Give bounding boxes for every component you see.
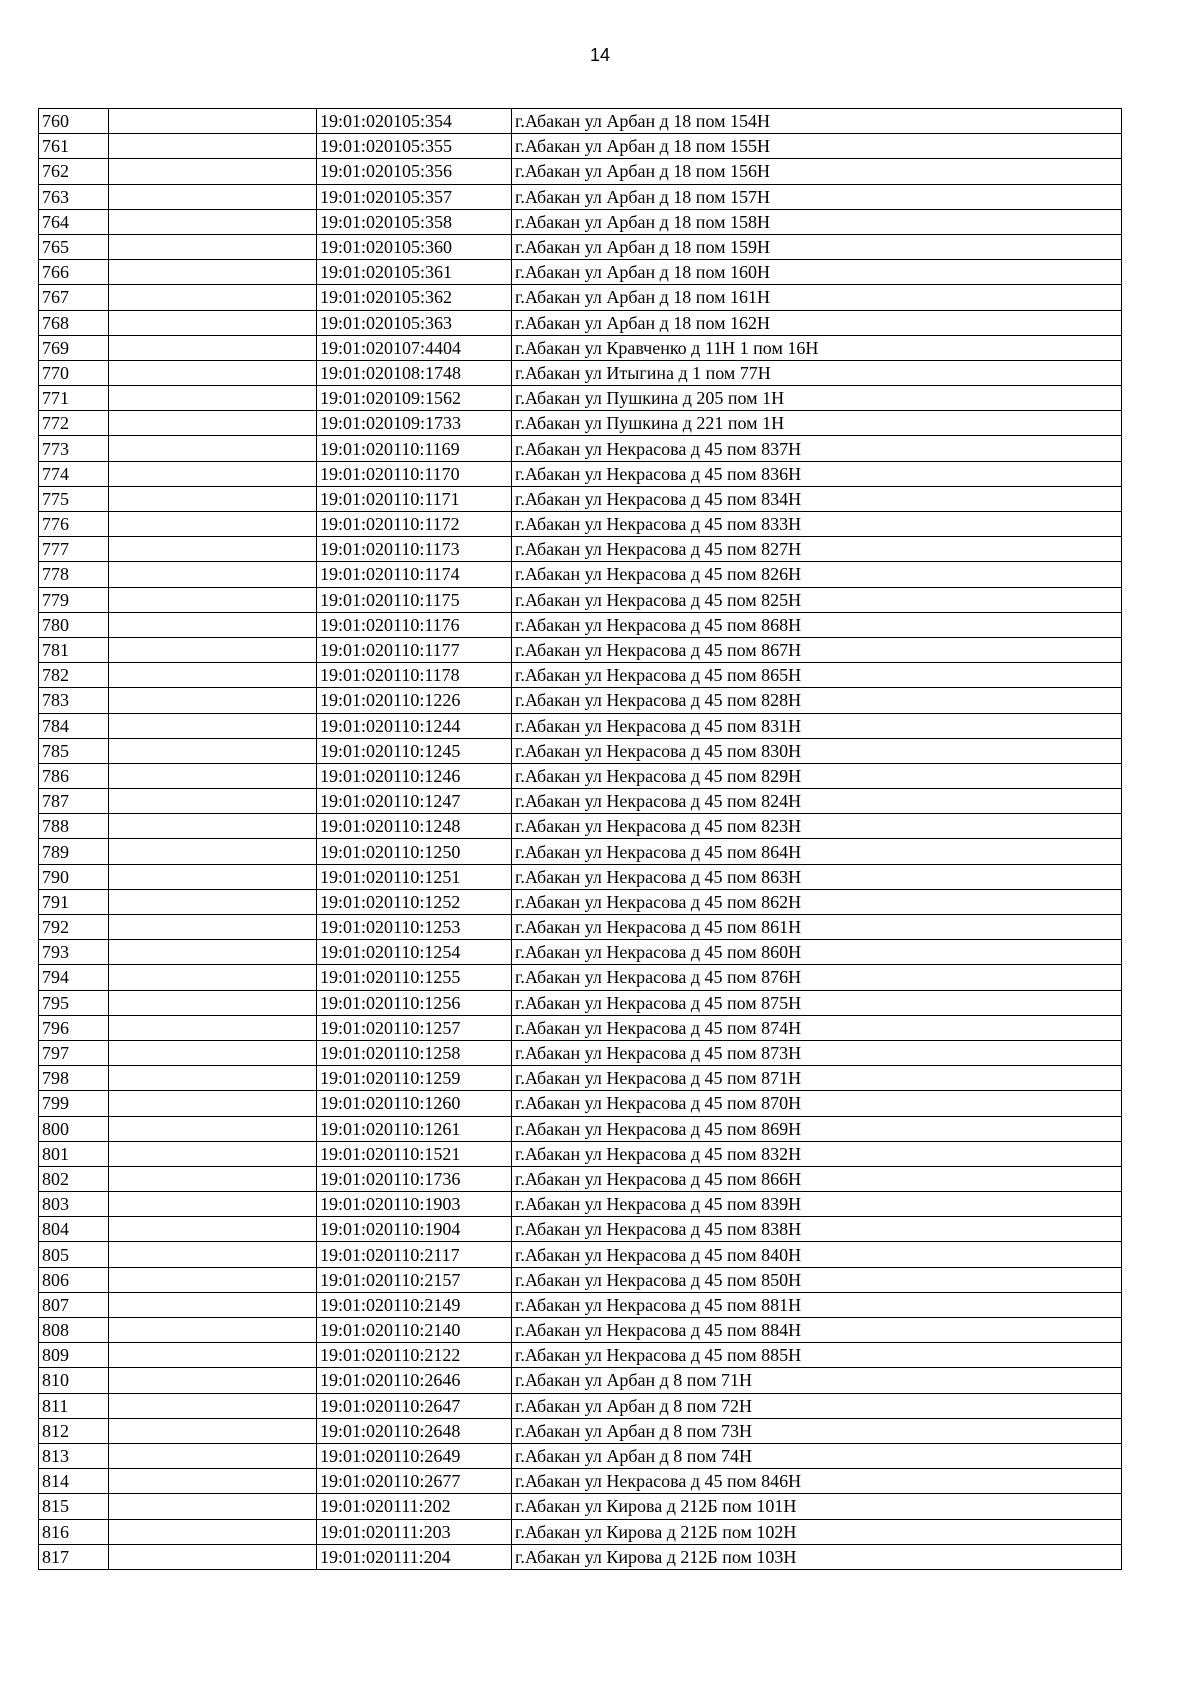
row-number-cell: 798 <box>39 1066 109 1091</box>
address-cell: г.Абакан ул Некрасова д 45 пом 881Н <box>512 1292 1122 1317</box>
blank-cell <box>109 688 317 713</box>
cadastral-number-cell: 19:01:020110:1226 <box>317 688 512 713</box>
row-number-cell: 815 <box>39 1494 109 1519</box>
blank-cell <box>109 1469 317 1494</box>
table-row <box>39 109 1122 134</box>
cadastral-number-cell: 19:01:020105:362 <box>317 285 512 310</box>
cadastral-number-cell: 19:01:020110:1261 <box>317 1116 512 1141</box>
address-cell: г.Абакан ул Арбан д 18 пом 157Н <box>512 184 1122 209</box>
address-cell: г.Абакан ул Арбан д 18 пом 162Н <box>512 310 1122 335</box>
address-cell: г.Абакан ул Некрасова д 45 пом 866Н <box>512 1166 1122 1191</box>
table-row <box>39 285 1122 310</box>
blank-cell <box>109 461 317 486</box>
address-cell: г.Абакан ул Некрасова д 45 пом 827Н <box>512 537 1122 562</box>
blank-cell <box>109 562 317 587</box>
cadastral-number-cell: 19:01:020110:1176 <box>317 612 512 637</box>
blank-cell <box>109 285 317 310</box>
cadastral-number-cell: 19:01:020110:1171 <box>317 486 512 511</box>
table-row <box>39 1544 1122 1569</box>
row-number-cell: 817 <box>39 1544 109 1569</box>
property-registry-table <box>38 108 1122 1570</box>
cadastral-number-cell: 19:01:020110:1244 <box>317 713 512 738</box>
row-number-cell: 780 <box>39 612 109 637</box>
row-number-cell: 802 <box>39 1166 109 1191</box>
address-cell: г.Абакан ул Арбан д 8 пом 73Н <box>512 1418 1122 1443</box>
address-cell: г.Абакан ул Некрасова д 45 пом 865Н <box>512 663 1122 688</box>
table-row <box>39 310 1122 335</box>
blank-cell <box>109 637 317 662</box>
address-cell: г.Абакан ул Некрасова д 45 пом 830Н <box>512 738 1122 763</box>
row-number-cell: 811 <box>39 1393 109 1418</box>
blank-cell <box>109 486 317 511</box>
address-cell: г.Абакан ул Арбан д 18 пом 158Н <box>512 209 1122 234</box>
table-row <box>39 335 1122 360</box>
blank-cell <box>109 335 317 360</box>
blank-cell <box>109 1091 317 1116</box>
cadastral-number-cell: 19:01:020111:203 <box>317 1519 512 1544</box>
blank-cell <box>109 965 317 990</box>
address-cell: г.Абакан ул Некрасова д 45 пом 840Н <box>512 1242 1122 1267</box>
blank-cell <box>109 1267 317 1292</box>
blank-cell <box>109 436 317 461</box>
row-number-cell: 781 <box>39 637 109 662</box>
cadastral-number-cell: 19:01:020105:354 <box>317 109 512 134</box>
cadastral-number-cell: 19:01:020110:2140 <box>317 1318 512 1343</box>
address-cell: г.Абакан ул Некрасова д 45 пом 871Н <box>512 1066 1122 1091</box>
blank-cell <box>109 738 317 763</box>
row-number-cell: 765 <box>39 234 109 259</box>
blank-cell <box>109 1418 317 1443</box>
address-cell: г.Абакан ул Некрасова д 45 пом 826Н <box>512 562 1122 587</box>
address-cell: г.Абакан ул Некрасова д 45 пом 885Н <box>512 1343 1122 1368</box>
blank-cell <box>109 1192 317 1217</box>
address-cell: г.Абакан ул Некрасова д 45 пом 824Н <box>512 789 1122 814</box>
row-number-cell: 795 <box>39 990 109 1015</box>
row-number-cell: 797 <box>39 1040 109 1065</box>
table-row <box>39 1443 1122 1468</box>
address-cell: г.Абакан ул Некрасова д 45 пом 869Н <box>512 1116 1122 1141</box>
address-cell: г.Абакан ул Некрасова д 45 пом 868Н <box>512 612 1122 637</box>
blank-cell <box>109 1544 317 1569</box>
address-cell: г.Абакан ул Некрасова д 45 пом 832Н <box>512 1141 1122 1166</box>
table-row <box>39 1343 1122 1368</box>
blank-cell <box>109 1343 317 1368</box>
row-number-cell: 764 <box>39 209 109 234</box>
table-row <box>39 537 1122 562</box>
table-row <box>39 965 1122 990</box>
table-row <box>39 461 1122 486</box>
blank-cell <box>109 411 317 436</box>
row-number-cell: 783 <box>39 688 109 713</box>
table-row <box>39 1066 1122 1091</box>
row-number-cell: 812 <box>39 1418 109 1443</box>
row-number-cell: 767 <box>39 285 109 310</box>
row-number-cell: 790 <box>39 864 109 889</box>
blank-cell <box>109 1116 317 1141</box>
blank-cell <box>109 109 317 134</box>
row-number-cell: 776 <box>39 512 109 537</box>
row-number-cell: 770 <box>39 360 109 385</box>
table-row <box>39 486 1122 511</box>
blank-cell <box>109 159 317 184</box>
blank-cell <box>109 234 317 259</box>
address-cell: г.Абакан ул Арбан д 8 пом 71Н <box>512 1368 1122 1393</box>
table-row <box>39 814 1122 839</box>
blank-cell <box>109 1217 317 1242</box>
row-number-cell: 762 <box>39 159 109 184</box>
row-number-cell: 769 <box>39 335 109 360</box>
row-number-cell: 774 <box>39 461 109 486</box>
cadastral-number-cell: 19:01:020110:1736 <box>317 1166 512 1191</box>
row-number-cell: 763 <box>39 184 109 209</box>
table-row <box>39 889 1122 914</box>
table-row <box>39 234 1122 259</box>
row-number-cell: 794 <box>39 965 109 990</box>
row-number-cell: 810 <box>39 1368 109 1393</box>
table-row <box>39 763 1122 788</box>
table-row <box>39 1116 1122 1141</box>
row-number-cell: 785 <box>39 738 109 763</box>
cadastral-number-cell: 19:01:020105:356 <box>317 159 512 184</box>
blank-cell <box>109 1141 317 1166</box>
table-row <box>39 1418 1122 1443</box>
blank-cell <box>109 184 317 209</box>
row-number-cell: 805 <box>39 1242 109 1267</box>
table-row <box>39 713 1122 738</box>
address-cell: г.Абакан ул Арбан д 18 пом 161Н <box>512 285 1122 310</box>
address-cell: г.Абакан ул Арбан д 8 пом 72Н <box>512 1393 1122 1418</box>
table-row <box>39 411 1122 436</box>
address-cell: г.Абакан ул Некрасова д 45 пом 833Н <box>512 512 1122 537</box>
cadastral-number-cell: 19:01:020110:1170 <box>317 461 512 486</box>
row-number-cell: 777 <box>39 537 109 562</box>
cadastral-number-cell: 19:01:020110:1169 <box>317 436 512 461</box>
row-number-cell: 808 <box>39 1318 109 1343</box>
row-number-cell: 789 <box>39 839 109 864</box>
blank-cell <box>109 1393 317 1418</box>
row-number-cell: 800 <box>39 1116 109 1141</box>
cadastral-number-cell: 19:01:020110:1173 <box>317 537 512 562</box>
address-cell: г.Абакан ул Некрасова д 45 пом 828Н <box>512 688 1122 713</box>
blank-cell <box>109 512 317 537</box>
address-cell: г.Абакан ул Некрасова д 45 пом 884Н <box>512 1318 1122 1343</box>
address-cell: г.Абакан ул Некрасова д 45 пом 870Н <box>512 1091 1122 1116</box>
cadastral-number-cell: 19:01:020105:355 <box>317 134 512 159</box>
blank-cell <box>109 1242 317 1267</box>
table-row <box>39 864 1122 889</box>
blank-cell <box>109 1494 317 1519</box>
row-number-cell: 816 <box>39 1519 109 1544</box>
row-number-cell: 804 <box>39 1217 109 1242</box>
row-number-cell: 814 <box>39 1469 109 1494</box>
row-number-cell: 760 <box>39 109 109 134</box>
table-row <box>39 587 1122 612</box>
table-row <box>39 663 1122 688</box>
address-cell: г.Абакан ул Некрасова д 45 пом 836Н <box>512 461 1122 486</box>
table-row <box>39 1318 1122 1343</box>
table-row <box>39 184 1122 209</box>
address-cell: г.Абакан ул Некрасова д 45 пом 846Н <box>512 1469 1122 1494</box>
row-number-cell: 801 <box>39 1141 109 1166</box>
address-cell: г.Абакан ул Некрасова д 45 пом 829Н <box>512 763 1122 788</box>
address-cell: г.Абакан ул Арбан д 18 пом 155Н <box>512 134 1122 159</box>
table-row <box>39 1368 1122 1393</box>
cadastral-number-cell: 19:01:020110:2677 <box>317 1469 512 1494</box>
blank-cell <box>109 1443 317 1468</box>
table-row <box>39 1141 1122 1166</box>
table-row <box>39 1242 1122 1267</box>
address-cell: г.Абакан ул Арбан д 18 пом 159Н <box>512 234 1122 259</box>
blank-cell <box>109 889 317 914</box>
cadastral-number-cell: 19:01:020108:1748 <box>317 360 512 385</box>
table-row <box>39 1166 1122 1191</box>
table-row <box>39 1494 1122 1519</box>
address-cell: г.Абакан ул Некрасова д 45 пом 825Н <box>512 587 1122 612</box>
cadastral-number-cell: 19:01:020110:1256 <box>317 990 512 1015</box>
cadastral-number-cell: 19:01:020110:1251 <box>317 864 512 889</box>
row-number-cell: 809 <box>39 1343 109 1368</box>
table-row <box>39 1091 1122 1116</box>
address-cell: г.Абакан ул Некрасова д 45 пом 834Н <box>512 486 1122 511</box>
cadastral-number-cell: 19:01:020110:1250 <box>317 839 512 864</box>
blank-cell <box>109 386 317 411</box>
address-cell: г.Абакан ул Некрасова д 45 пом 863Н <box>512 864 1122 889</box>
blank-cell <box>109 713 317 738</box>
cadastral-number-cell: 19:01:020110:1260 <box>317 1091 512 1116</box>
address-cell: г.Абакан ул Некрасова д 45 пом 876Н <box>512 965 1122 990</box>
address-cell: г.Абакан ул Некрасова д 45 пом 862Н <box>512 889 1122 914</box>
blank-cell <box>109 612 317 637</box>
address-cell: г.Абакан ул Некрасова д 45 пом 874Н <box>512 1015 1122 1040</box>
table-row <box>39 1192 1122 1217</box>
row-number-cell: 768 <box>39 310 109 335</box>
row-number-cell: 782 <box>39 663 109 688</box>
cadastral-number-cell: 19:01:020109:1562 <box>317 386 512 411</box>
cadastral-number-cell: 19:01:020110:1257 <box>317 1015 512 1040</box>
row-number-cell: 779 <box>39 587 109 612</box>
row-number-cell: 778 <box>39 562 109 587</box>
cadastral-number-cell: 19:01:020110:1255 <box>317 965 512 990</box>
blank-cell <box>109 864 317 889</box>
table-row <box>39 789 1122 814</box>
row-number-cell: 772 <box>39 411 109 436</box>
address-cell: г.Абакан ул Некрасова д 45 пом 864Н <box>512 839 1122 864</box>
address-cell: г.Абакан ул Некрасова д 45 пом 838Н <box>512 1217 1122 1242</box>
cadastral-number-cell: 19:01:020110:1177 <box>317 637 512 662</box>
cadastral-number-cell: 19:01:020110:1258 <box>317 1040 512 1065</box>
table-row <box>39 209 1122 234</box>
page-number: 14 <box>589 45 611 65</box>
table-row <box>39 990 1122 1015</box>
address-cell: г.Абакан ул Некрасова д 45 пом 875Н <box>512 990 1122 1015</box>
row-number-cell: 771 <box>39 386 109 411</box>
cadastral-number-cell: 19:01:020105:360 <box>317 234 512 259</box>
address-cell: г.Абакан ул Некрасова д 45 пом 823Н <box>512 814 1122 839</box>
address-cell: г.Абакан ул Арбан д 18 пом 154Н <box>512 109 1122 134</box>
registry-body <box>39 109 1122 1570</box>
cadastral-number-cell: 19:01:020110:1172 <box>317 512 512 537</box>
table-row <box>39 260 1122 285</box>
row-number-cell: 813 <box>39 1443 109 1468</box>
address-cell: г.Абакан ул Пушкина д 221 пом 1Н <box>512 411 1122 436</box>
row-number-cell: 807 <box>39 1292 109 1317</box>
blank-cell <box>109 260 317 285</box>
blank-cell <box>109 789 317 814</box>
cadastral-number-cell: 19:01:020110:2117 <box>317 1242 512 1267</box>
table-row <box>39 1015 1122 1040</box>
cadastral-number-cell: 19:01:020105:358 <box>317 209 512 234</box>
address-cell: г.Абакан ул Итыгина д 1 пом 77Н <box>512 360 1122 385</box>
table-row <box>39 839 1122 864</box>
row-number-cell: 784 <box>39 713 109 738</box>
table-row <box>39 512 1122 537</box>
table-row <box>39 1267 1122 1292</box>
blank-cell <box>109 814 317 839</box>
blank-cell <box>109 763 317 788</box>
blank-cell <box>109 1066 317 1091</box>
blank-cell <box>109 537 317 562</box>
blank-cell <box>109 1519 317 1544</box>
address-cell: г.Абакан ул Кирова д 212Б пом 103Н <box>512 1544 1122 1569</box>
address-cell: г.Абакан ул Некрасова д 45 пом 839Н <box>512 1192 1122 1217</box>
blank-cell <box>109 360 317 385</box>
blank-cell <box>109 915 317 940</box>
cadastral-number-cell: 19:01:020109:1733 <box>317 411 512 436</box>
table-row <box>39 738 1122 763</box>
row-number-cell: 803 <box>39 1192 109 1217</box>
blank-cell <box>109 839 317 864</box>
cadastral-number-cell: 19:01:020107:4404 <box>317 335 512 360</box>
row-number-cell: 791 <box>39 889 109 914</box>
address-cell: г.Абакан ул Пушкина д 205 пом 1Н <box>512 386 1122 411</box>
cadastral-number-cell: 19:01:020110:1254 <box>317 940 512 965</box>
cadastral-number-cell: 19:01:020110:1245 <box>317 738 512 763</box>
address-cell: г.Абакан ул Некрасова д 45 пом 837Н <box>512 436 1122 461</box>
address-cell: г.Абакан ул Некрасова д 45 пом 873Н <box>512 1040 1122 1065</box>
blank-cell <box>109 1292 317 1317</box>
row-number-cell: 796 <box>39 1015 109 1040</box>
address-cell: г.Абакан ул Некрасова д 45 пом 850Н <box>512 1267 1122 1292</box>
blank-cell <box>109 209 317 234</box>
cadastral-number-cell: 19:01:020110:1246 <box>317 763 512 788</box>
cadastral-number-cell: 19:01:020110:1248 <box>317 814 512 839</box>
table-row <box>39 436 1122 461</box>
blank-cell <box>109 940 317 965</box>
blank-cell <box>109 134 317 159</box>
blank-cell <box>109 1040 317 1065</box>
row-number-cell: 787 <box>39 789 109 814</box>
address-cell: г.Абакан ул Кирова д 212Б пом 101Н <box>512 1494 1122 1519</box>
address-cell: г.Абакан ул Арбан д 18 пом 156Н <box>512 159 1122 184</box>
cadastral-number-cell: 19:01:020111:204 <box>317 1544 512 1569</box>
cadastral-number-cell: 19:01:020110:1247 <box>317 789 512 814</box>
cadastral-number-cell: 19:01:020110:1252 <box>317 889 512 914</box>
address-cell: г.Абакан ул Некрасова д 45 пом 867Н <box>512 637 1122 662</box>
table-row <box>39 915 1122 940</box>
blank-cell <box>109 1166 317 1191</box>
cadastral-number-cell: 19:01:020110:2149 <box>317 1292 512 1317</box>
blank-cell <box>109 1015 317 1040</box>
row-number-cell: 786 <box>39 763 109 788</box>
blank-cell <box>109 1368 317 1393</box>
table-row <box>39 1469 1122 1494</box>
table-row <box>39 1519 1122 1544</box>
cadastral-number-cell: 19:01:020110:2646 <box>317 1368 512 1393</box>
table-row <box>39 1217 1122 1242</box>
cadastral-number-cell: 19:01:020110:1178 <box>317 663 512 688</box>
cadastral-number-cell: 19:01:020105:357 <box>317 184 512 209</box>
table-row <box>39 1292 1122 1317</box>
cadastral-number-cell: 19:01:020110:1253 <box>317 915 512 940</box>
address-cell: г.Абакан ул Некрасова д 45 пом 831Н <box>512 713 1122 738</box>
blank-cell <box>109 310 317 335</box>
cadastral-number-cell: 19:01:020110:1175 <box>317 587 512 612</box>
row-number-cell: 793 <box>39 940 109 965</box>
address-cell: г.Абакан ул Некрасова д 45 пом 860Н <box>512 940 1122 965</box>
table-row <box>39 386 1122 411</box>
address-cell: г.Абакан ул Кравченко д 11Н 1 пом 16Н <box>512 335 1122 360</box>
address-cell: г.Абакан ул Арбан д 18 пом 160Н <box>512 260 1122 285</box>
table-row <box>39 134 1122 159</box>
blank-cell <box>109 663 317 688</box>
row-number-cell: 799 <box>39 1091 109 1116</box>
cadastral-number-cell: 19:01:020105:363 <box>317 310 512 335</box>
cadastral-number-cell: 19:01:020110:2122 <box>317 1343 512 1368</box>
cadastral-number-cell: 19:01:020110:1521 <box>317 1141 512 1166</box>
table-row <box>39 562 1122 587</box>
cadastral-number-cell: 19:01:020110:1904 <box>317 1217 512 1242</box>
row-number-cell: 775 <box>39 486 109 511</box>
cadastral-number-cell: 19:01:020110:2648 <box>317 1418 512 1443</box>
table-row <box>39 940 1122 965</box>
blank-cell <box>109 587 317 612</box>
cadastral-number-cell: 19:01:020110:2157 <box>317 1267 512 1292</box>
cadastral-number-cell: 19:01:020110:1174 <box>317 562 512 587</box>
row-number-cell: 788 <box>39 814 109 839</box>
table-row <box>39 688 1122 713</box>
address-cell: г.Абакан ул Арбан д 8 пом 74Н <box>512 1443 1122 1468</box>
table-row <box>39 1040 1122 1065</box>
blank-cell <box>109 1318 317 1343</box>
cadastral-number-cell: 19:01:020110:2649 <box>317 1443 512 1468</box>
table-row <box>39 612 1122 637</box>
blank-cell <box>109 990 317 1015</box>
row-number-cell: 773 <box>39 436 109 461</box>
row-number-cell: 761 <box>39 134 109 159</box>
address-cell: г.Абакан ул Кирова д 212Б пом 102Н <box>512 1519 1122 1544</box>
row-number-cell: 792 <box>39 915 109 940</box>
address-cell: г.Абакан ул Некрасова д 45 пом 861Н <box>512 915 1122 940</box>
cadastral-number-cell: 19:01:020111:202 <box>317 1494 512 1519</box>
cadastral-number-cell: 19:01:020110:1259 <box>317 1066 512 1091</box>
cadastral-number-cell: 19:01:020105:361 <box>317 260 512 285</box>
table-row <box>39 360 1122 385</box>
row-number-cell: 806 <box>39 1267 109 1292</box>
table-row <box>39 637 1122 662</box>
row-number-cell: 766 <box>39 260 109 285</box>
table-row <box>39 1393 1122 1418</box>
cadastral-number-cell: 19:01:020110:1903 <box>317 1192 512 1217</box>
cadastral-number-cell: 19:01:020110:2647 <box>317 1393 512 1418</box>
table-row <box>39 159 1122 184</box>
